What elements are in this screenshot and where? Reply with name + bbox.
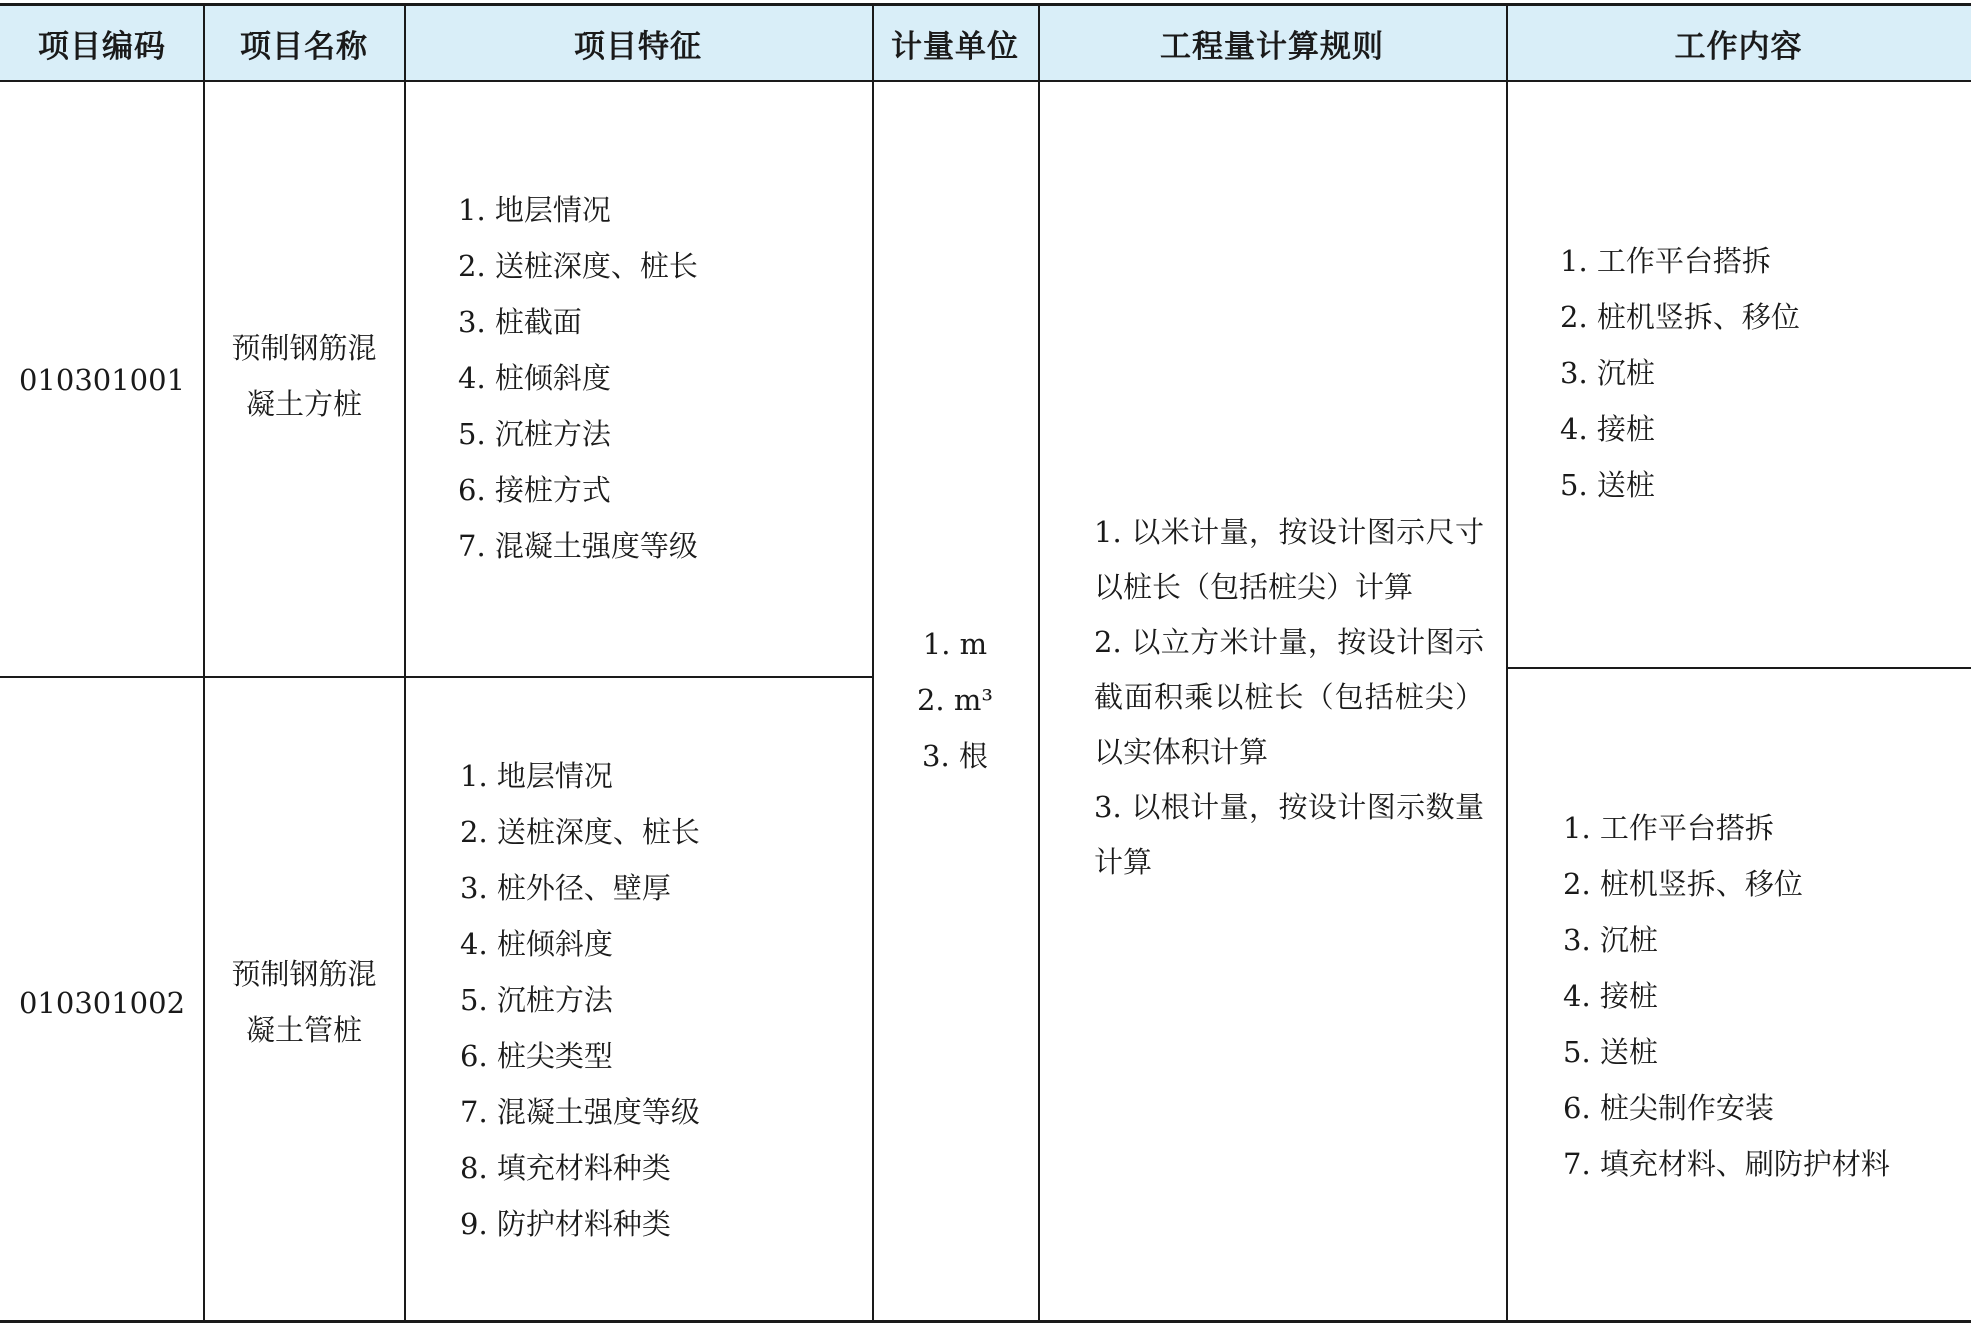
list-item: 5. 沉桩方法 (460, 983, 613, 1017)
header-work-label: 工作内容 (1674, 28, 1803, 65)
row-1-name-line-1: 预制钢筋混 (231, 331, 377, 365)
list-item: 5. 沉桩方法 (458, 417, 611, 451)
row-2-work-list (1563, 800, 1890, 1192)
row-2-name-line-2: 凝土管桩 (245, 1013, 362, 1047)
column-divider-2 (404, 6, 406, 1322)
list-item: 2. 桩机竖拆、移位 (1560, 300, 1800, 334)
unit-list (872, 616, 1038, 784)
list-item: 8. 填充材料种类 (460, 1151, 671, 1185)
list-item: 2. 桩机竖拆、移位 (1563, 867, 1803, 901)
rules-text (1064, 505, 1484, 890)
row-divider-right (1506, 667, 1971, 669)
list-item: 3. 根 (922, 739, 988, 773)
list-item: 1. 工作平台搭拆 (1563, 811, 1774, 845)
list-item: 2. m³ (916, 683, 993, 717)
column-divider-5 (1506, 6, 1508, 1322)
list-item: 3. 桩外径、壁厚 (460, 871, 671, 905)
list-item: 4. 接桩 (1563, 979, 1658, 1013)
row-2-name (204, 946, 404, 1058)
list-item: 3. 沉桩 (1563, 923, 1658, 957)
row-2-name-line-1: 预制钢筋混 (231, 957, 377, 991)
column-divider-1 (203, 6, 205, 1322)
header-cell-rules (1038, 6, 1506, 80)
rule-item-2: 2. 以立方米计量，按设计图示截面积乘以桩长（包括桩尖）以实体积计算 (1094, 625, 1484, 769)
table-top-rule (0, 3, 1971, 6)
header-code-label: 项目编码 (38, 28, 166, 65)
row-2-code: 010301002 (18, 986, 186, 1020)
table-bottom-rule (0, 1320, 1971, 1323)
column-divider-4 (1038, 6, 1040, 1322)
header-cell-unit (872, 6, 1038, 80)
list-item: 2. 送桩深度、桩长 (458, 249, 698, 283)
list-item: 1. 地层情况 (460, 759, 613, 793)
header-bottom-rule (0, 80, 1971, 82)
row-1-work-list (1560, 233, 1800, 513)
list-item: 5. 送桩 (1563, 1035, 1658, 1069)
list-item: 6. 接桩方式 (458, 473, 611, 507)
list-item: 1. m (922, 627, 988, 661)
list-item: 6. 桩尖制作安装 (1563, 1091, 1774, 1125)
list-item: 1. 工作平台搭拆 (1560, 244, 1771, 278)
header-cell-code (0, 6, 204, 80)
list-item: 7. 混凝土强度等级 (460, 1095, 700, 1129)
list-item: 4. 桩倾斜度 (458, 361, 611, 395)
list-item: 4. 接桩 (1560, 412, 1655, 446)
list-item: 3. 桩截面 (458, 305, 582, 339)
rule-item-3: 3. 以根计量，按设计图示数量计算 (1094, 790, 1484, 879)
list-item: 6. 桩尖类型 (460, 1039, 613, 1073)
header-cell-name (204, 6, 404, 80)
header-name-label: 项目名称 (240, 28, 368, 65)
row-2-features-list (460, 748, 700, 1252)
header-cell-features (404, 6, 872, 80)
list-item: 7. 填充材料、刷防护材料 (1563, 1147, 1890, 1181)
rule-item-1: 1. 以米计量，按设计图示尺寸以桩长（包括桩尖）计算 (1094, 515, 1484, 604)
header-features-label: 项目特征 (574, 28, 702, 65)
row-1-code: 010301001 (18, 363, 186, 397)
list-item: 3. 沉桩 (1560, 356, 1655, 390)
list-item: 7. 混凝土强度等级 (458, 529, 698, 563)
list-item: 5. 送桩 (1560, 468, 1655, 502)
header-rules-label: 工程量计算规则 (1160, 28, 1384, 65)
header-cell-work (1506, 6, 1971, 80)
list-item: 4. 桩倾斜度 (460, 927, 613, 961)
row-1-name (204, 320, 404, 432)
list-item: 1. 地层情况 (458, 193, 611, 227)
list-item: 9. 防护材料种类 (460, 1207, 671, 1241)
row-1-features-list (458, 182, 698, 574)
header-unit-label: 计量单位 (891, 28, 1019, 65)
list-item: 2. 送桩深度、桩长 (460, 815, 700, 849)
row-divider-left (0, 676, 872, 678)
row-1-name-line-2: 凝土方桩 (245, 387, 362, 421)
